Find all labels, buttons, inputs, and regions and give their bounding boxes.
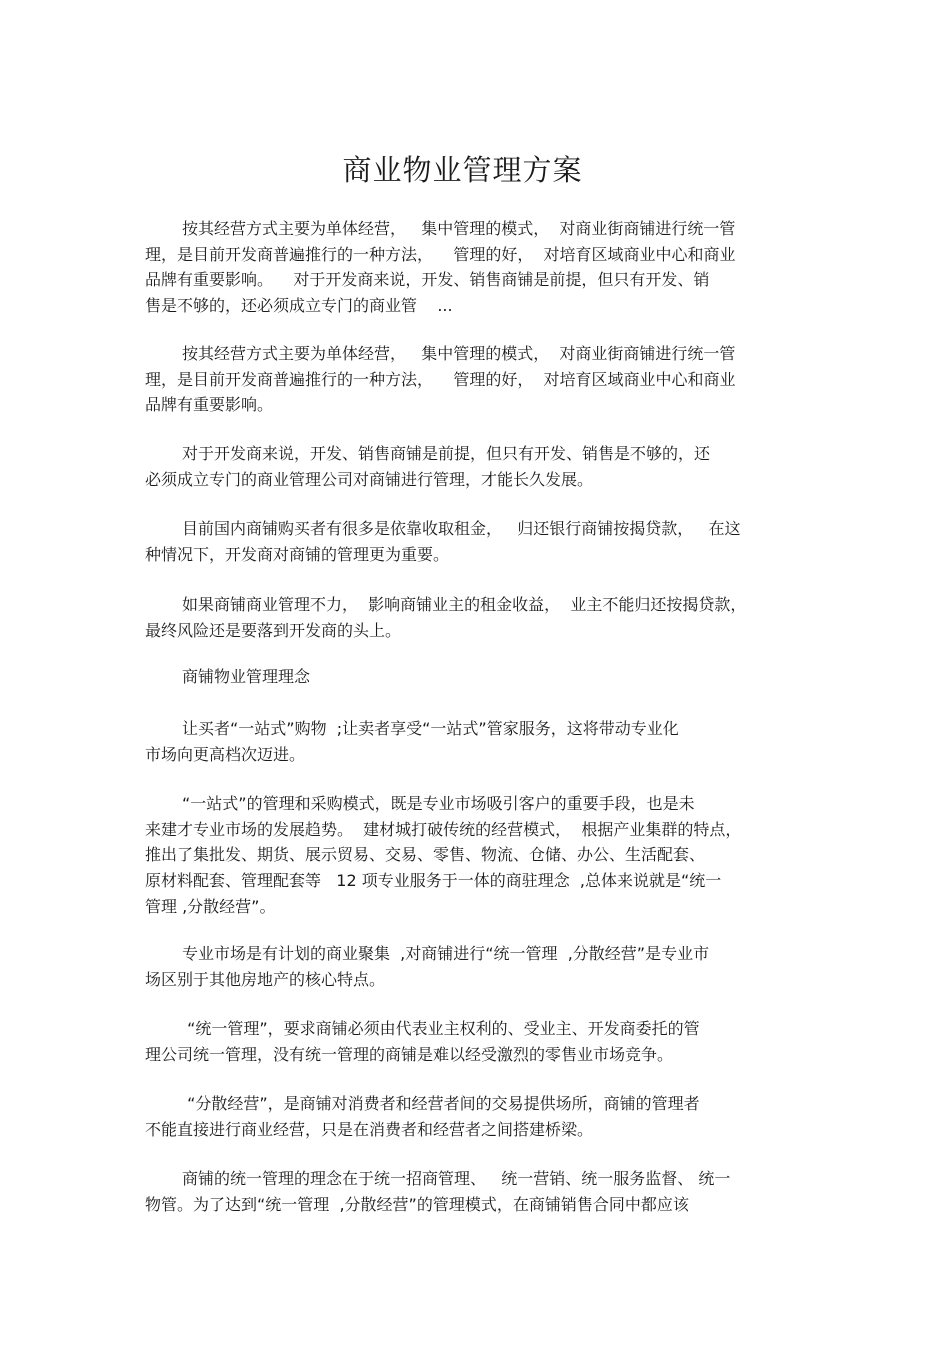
document-title: 商业物业管理方案	[342, 153, 583, 187]
text-line: 管理 ,分散经营”。	[145, 896, 276, 916]
text-line: 必须成立专门的商业管理公司对商铺进行管理，才能长久发展。	[145, 469, 594, 489]
text-line: 商铺物业管理理念	[182, 667, 311, 686]
text-line: 最终风险还是要落到开发商的头上。	[145, 620, 402, 640]
section-heading	[145, 664, 825, 690]
paragraph	[145, 216, 825, 319]
text-line: 市场向更高档次迈进。	[145, 744, 306, 764]
text-line: 理，是目前开发商普遍推行的一种方法， 管理的好， 对培育区域商业中心和商业	[145, 369, 736, 389]
paragraph	[145, 341, 825, 418]
paragraph	[145, 516, 825, 567]
paragraph	[145, 1016, 825, 1067]
text-line: 来建才专业市场的发展趋势。 建材城打破传统的经营模式， 根据产业集群的特点，	[145, 819, 742, 839]
paragraph	[145, 1091, 825, 1142]
text-line: 商铺的统一管理的理念在于统一招商管理、 统一营销、统一服务监督、 统一	[182, 1169, 731, 1188]
paragraph	[145, 791, 825, 919]
text-line: 售是不够的，还必须成立专门的商业管 ...	[145, 296, 453, 316]
text-line: 品牌有重要影响。 对于开发商来说，开发、销售商铺是前提，但只有开发、销	[145, 270, 710, 290]
text-line: 不能直接进行商业经营，只是在消费者和经营者之间搭建桥梁。	[145, 1119, 594, 1139]
paragraph	[145, 1166, 825, 1217]
text-line: “一站式”的管理和采购模式，既是专业市场吸引客户的重要手段，也是未	[182, 794, 695, 813]
paragraph	[145, 716, 825, 767]
text-line: 按其经营方式主要为单体经营， 集中管理的模式， 对商业街商铺进行统一管	[182, 344, 736, 363]
paragraph	[145, 441, 825, 492]
text-line: 原材料配套、管理配套等 12 项专业服务于一体的商驻理念 ,总体来说就是“统一	[145, 871, 722, 891]
text-line: 专业市场是有计划的商业聚集 ,对商铺进行“统一管理 ,分散经营”是专业市	[182, 944, 710, 963]
text-line: 推出了集批发、期货、展示贸易、交易、零售、物流、仓储、办公、生活配套、	[145, 845, 706, 865]
text-line: 场区别于其他房地产的核心特点。	[145, 969, 386, 989]
text-line: “分散经营”，是商铺对消费者和经营者间的交易提供场所，商铺的管理者	[182, 1094, 700, 1113]
text-line: 理公司统一管理，没有统一管理的商铺是难以经受激烈的零售业市场竞争。	[145, 1044, 674, 1064]
text-line: 品牌有重要影响。	[145, 395, 274, 415]
text-line: 让买者“一站式”购物 ;让卖者享受“一站式”管家服务，这将带动专业化	[182, 719, 679, 738]
text-line: 物管。为了达到“统一管理 ,分散经营”的管理模式，在商铺销售合同中都应该	[145, 1194, 689, 1214]
text-line: “统一管理”，要求商铺必须由代表业主权利的、受业主、开发商委托的管	[182, 1019, 700, 1038]
paragraph	[145, 941, 825, 992]
text-line: 如果商铺商业管理不力， 影响商铺业主的租金收益， 业主不能归还按揭贷款，	[182, 595, 747, 614]
text-line: 种情况下，开发商对商铺的管理更为重要。	[145, 544, 450, 564]
text-line: 理，是目前开发商普遍推行的一种方法， 管理的好， 对培育区域商业中心和商业	[145, 244, 736, 264]
paragraph	[145, 592, 825, 643]
text-line: 目前国内商铺购买者有很多是依靠收取租金， 归还银行商铺按揭贷款， 在这	[182, 519, 741, 538]
text-line: 对于开发商来说，开发、销售商铺是前提，但只有开发、销售是不够的，还	[182, 444, 711, 463]
text-line: 按其经营方式主要为单体经营， 集中管理的模式， 对商业街商铺进行统一管	[182, 219, 736, 238]
